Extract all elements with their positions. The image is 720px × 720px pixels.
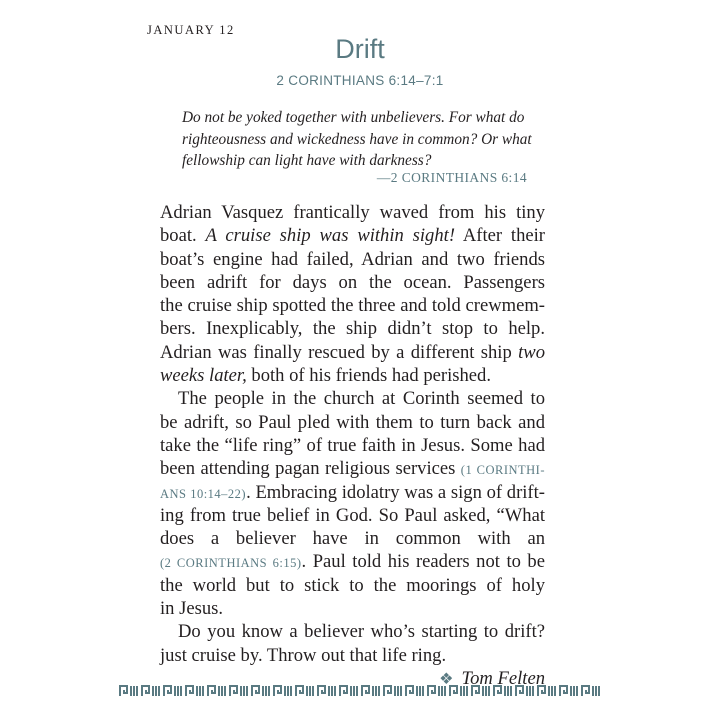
emphasis: A cruise ship was within sight! <box>205 225 456 247</box>
body-line: weeks later, both of his friends had perished. <box>160 365 492 387</box>
border-motif <box>318 686 335 696</box>
devotional-body <box>160 201 545 691</box>
body-line: (2 CORINTHIANS 6:15). Paul told his readers not to be <box>160 551 545 573</box>
border-motif <box>340 686 357 696</box>
border-motif <box>538 686 555 696</box>
emphasis: two <box>518 341 545 363</box>
border-motif <box>428 686 445 696</box>
body-line: does a believer have in common with an <box>160 528 545 550</box>
body-line: ANS 10:14–22). Embracing idolatry was a sign of drift- <box>160 481 545 503</box>
body-line: bers. Inexplicably, the ship didn’t stop to help. <box>160 318 545 340</box>
quote-line: righteousness and wickedness have in common? Or what <box>182 130 532 148</box>
quote-source: —2 CORINTHIANS 6:14 <box>376 170 527 185</box>
body-line: take the “life ring” of true faith in Jesus. Some had <box>160 434 545 456</box>
border-motif <box>296 686 313 696</box>
border-motif <box>120 686 137 696</box>
body-line: been adrift for days on the ocean. Passengers <box>160 271 545 293</box>
border-motif <box>406 686 423 696</box>
border-motif <box>494 686 511 696</box>
border-motif <box>274 686 291 696</box>
border-motif <box>164 686 181 696</box>
body-line: be adrift, so Paul pled with them to turn back and <box>160 411 545 433</box>
greek-key-border <box>118 684 602 698</box>
border-motif <box>472 686 489 696</box>
border-motif <box>384 686 401 696</box>
border-motif <box>208 686 225 696</box>
body-line: ing from true belief in God. So Paul asked, “What <box>160 504 545 526</box>
body-line: boat’s engine had failed, Adrian and two friends <box>160 248 545 270</box>
border-motif <box>560 686 577 696</box>
epigraph-quote <box>182 107 532 172</box>
body-line: boat. A cruise ship was within sight! After their <box>160 225 545 247</box>
page-date: JANUARY 12 <box>147 23 235 37</box>
body-line: Adrian was finally rescued by a different ship two <box>160 341 545 363</box>
border-motif <box>142 686 159 696</box>
border-motif <box>186 686 203 696</box>
quote-line: fellowship can light have with darkness? <box>182 152 432 169</box>
border-motif <box>252 686 269 696</box>
page-title: Drift <box>335 34 385 64</box>
emphasis: weeks later, <box>160 365 247 387</box>
author-name: Tom Felten <box>461 667 545 689</box>
border-motif <box>450 686 467 696</box>
body-line: Do you know a believer who’s starting to drift? <box>178 621 545 643</box>
border-motif <box>582 686 599 696</box>
scripture-citation: ANS 10:14–22) <box>160 486 247 501</box>
body-line: The people in the church at Corinth seemed to <box>178 388 545 410</box>
body-line: the cruise ship spotted the three and told crewmem- <box>160 295 545 317</box>
body-line: been attending pagan religious services (1 CORINTHI- <box>160 458 545 480</box>
quote-line: Do not be yoked together with unbelievers. For what do <box>182 109 525 126</box>
body-line: in Jesus. <box>160 598 224 620</box>
scripture-citation: (1 CORINTHI- <box>460 463 545 478</box>
border-motif <box>230 686 247 696</box>
body-line: just cruise by. Throw out that life ring. ❖ Tom Felten <box>160 644 545 667</box>
scripture-citation: (2 CORINTHIANS 6:15) <box>160 556 302 571</box>
body-line: the world but to stick to the moorings of holy <box>160 574 545 596</box>
border-motif <box>516 686 533 696</box>
fleuron-icon: ❖ <box>439 670 454 688</box>
body-line: Adrian Vasquez frantically waved from his tiny <box>160 202 545 223</box>
scripture-reference: 2 CORINTHIANS 6:14–7:1 <box>276 73 444 88</box>
border-motif <box>362 686 379 696</box>
